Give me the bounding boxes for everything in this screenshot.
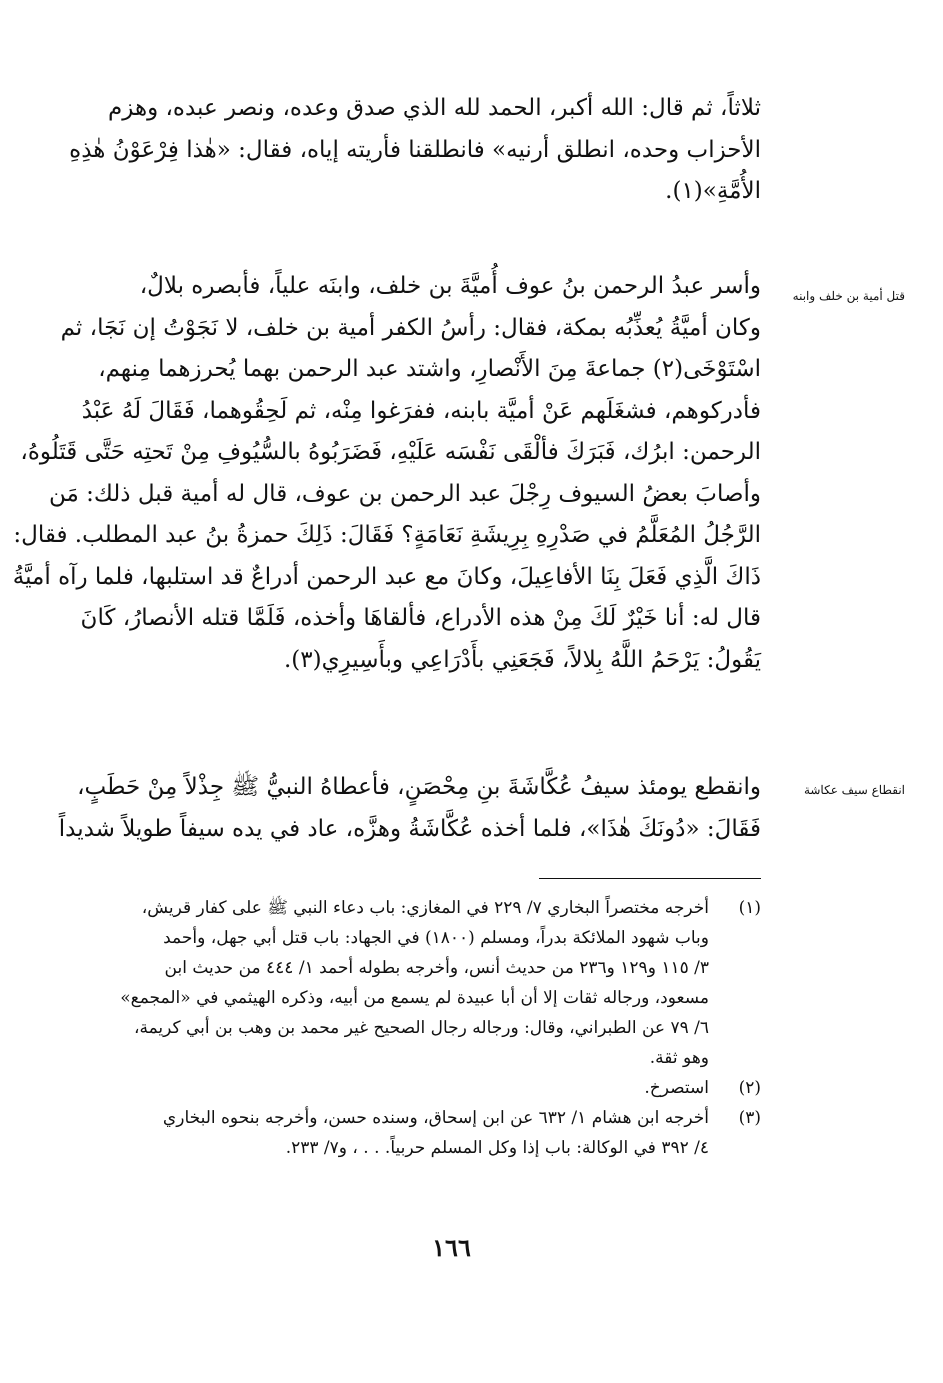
footnote-number: (٢) bbox=[738, 1078, 761, 1098]
text-line: وانقطع يومئذ سيفُ عُكَّاشَةَ بنِ مِحْصَنٍ، فأعطاهُ النبيُّ ﷺ جِذْلاً مِنْ حَطَبٍ، bbox=[77, 774, 761, 800]
footnote-separator bbox=[539, 878, 761, 879]
text-line: اسْتَوْخَى(٢) جماعةَ مِنَ الأَنْصارِ، واشتد عبد الرحمن بهما يُحرزهما مِنهم، bbox=[98, 356, 761, 382]
footnote-line: ٤/ ٣٩٢ في الوكالة: باب إذا وكل المسلم حربياً. . . ، و٧/ ٢٣٣. bbox=[285, 1138, 709, 1158]
footnote-number: (١) bbox=[738, 898, 761, 918]
page-number: ١٦٦ bbox=[432, 1233, 471, 1262]
footnote-text bbox=[120, 893, 709, 1073]
footnote-line: أخرجه ابن هشام ١/ ٦٣٢ عن ابن إسحاق، وسنده حسن، وأخرجه بنحوه البخاري bbox=[162, 1108, 709, 1128]
footnote-3 bbox=[162, 1103, 761, 1163]
text-line: الرحمن: ابرُك، فَبَرَكَ فألْقَى نَفْسَه عَلَيْهِ، فَضَرَبُوهُ بالسُّيُوفِ مِنْ تَحتِه حَتَّى قَتَلُوهُ، bbox=[20, 439, 761, 465]
margin-note-ukkasha: انقطاع سيف عكاشة bbox=[803, 783, 905, 797]
footnote-line: مسعود، ورجاله ثقات إلا أن أبا عبيدة لم يسمع من أبيه، وذكره الهيثمي في «المجمع» bbox=[120, 988, 709, 1008]
footnote-1 bbox=[120, 893, 761, 1073]
footnote-line: استصرخ. bbox=[644, 1078, 709, 1098]
text-line: يَقُولُ: يَرْحَمُ اللَّهُ بِلالاً، فَجَعَنِي بأَدْرَاعِي وبأَسِيرِي(٣). bbox=[283, 646, 761, 673]
footnote-number: (٣) bbox=[738, 1108, 761, 1128]
paragraph-1 bbox=[69, 88, 761, 213]
text-line: الأُمَّةِ»(١). bbox=[665, 178, 761, 204]
footnote-line: ٦/ ٧٩ عن الطبراني، وقال: ورجاله رجال الصحيح غير محمد بن وهب بن أبي كريمة، bbox=[133, 1018, 709, 1038]
text-line: فَقَالَ: «دُونَكَ هٰذَا»، فلما أخذه عُكَّاشَةُ وهزَّه، عاد في يده سيفاً طويلاً شديداً bbox=[58, 815, 761, 842]
footnote-line: أخرجه مختصراً البخاري ٧/ ٢٢٩ في المغازي: باب دعاء النبي ﷺ على كفار قريش، bbox=[141, 898, 709, 918]
paragraph-2 bbox=[12, 266, 761, 681]
text-line: ذَاكَ الَّذِي فَعَلَ بِنَا الأفاعِيلَ، وكانَ مع عبد الرحمن أدراعٌ قد استلبها، فلما رآه أميَّةُ bbox=[12, 563, 761, 590]
text-line: فأدركوهم، فشغَلَهم عَنْ أميَّة بابنه، ففرَغوا مِنْه، ثم لَحِقُوهما، فَقَالَ لَهُ عَبْدُ bbox=[81, 397, 761, 424]
margin-note-umayya: قتل أمية بن خلف وابنه bbox=[792, 289, 905, 303]
text-line: الرَّجُلُ المُعَلَّمُ في صَدْرِهِ بِرِيشَةِ نَعَامَةٍ؟ فَقَالَ: ذَلِكَ حمزةُ بنُ عبد المطلب. فقال: bbox=[13, 522, 761, 548]
text-line: ثلاثاً، ثم قال: الله أكبر، الحمد لله الذي صدق وعده، ونصر عبده، وهزم bbox=[108, 95, 761, 121]
footnote-text bbox=[163, 1103, 709, 1163]
text-line: وكان أميَّةُ يُعذِّبُه بمكة، فقال: رأسُ الكفر أمية بن خلف، لا نَجَوْتُ إن نَجَا، ثم bbox=[60, 314, 761, 341]
footnote-2 bbox=[181, 1073, 761, 1103]
footnote-line: ٣/ ١١٥ و١٢٩ و٢٣٦ من حديث أنس، وأخرجه بطوله أحمد ١/ ٤٤٤ من حديث ابن bbox=[164, 958, 709, 978]
text-line: الأحزاب وحده، انطلق أرنيه» فانطلقنا فأريته إياه، فقال: «هٰذا فِرْعَوْنُ هٰذِهِ bbox=[69, 136, 761, 163]
footnote-line: وهو ثقة. bbox=[649, 1048, 709, 1068]
footnote-text bbox=[181, 1073, 709, 1103]
paragraph-3 bbox=[58, 767, 761, 850]
text-line: وأسر عبدُ الرحمن بنُ عوف أُميَّةَ بن خلف، وابنَه علياً، فأبصره بلالٌ، bbox=[139, 273, 761, 299]
text-line: وأصابَ بعضُ السيوف رِجْلَ عبد الرحمن بن عوف، قال له أمية قبل ذلك: مَن bbox=[49, 480, 761, 507]
footnotes bbox=[120, 893, 761, 1163]
footnote-line: وباب شهود الملائكة بدراً، ومسلم (١٨٠٠) في الجهاد: باب قتل أبي جهل، وأحمد bbox=[163, 928, 709, 948]
text-line: قال له: أنا خَيْرٌ لَكَ مِنْ هذه الأدراع، فألقاهَا وأخذه، فَلَمَّا قتله الأنصارُ، كَانَ bbox=[80, 605, 761, 631]
